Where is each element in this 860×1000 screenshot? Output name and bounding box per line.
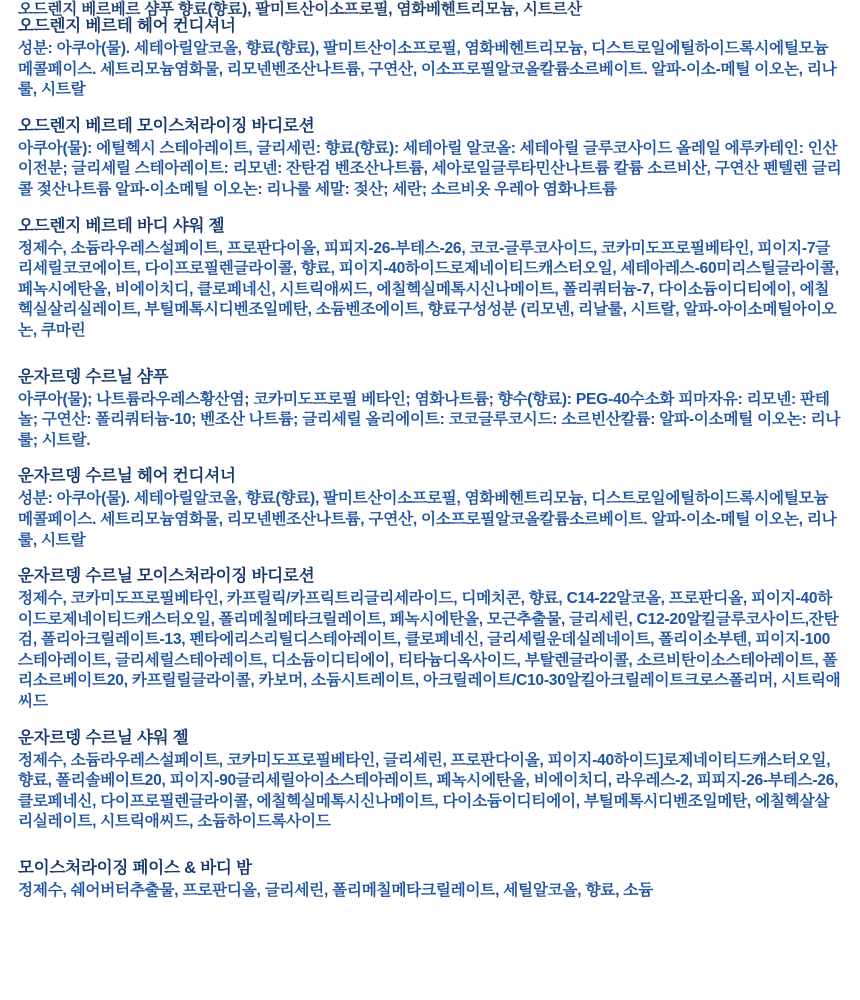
clipped-heading-text: 오드렌지 베르베르 샴푸 향료(향료), 팔미트산이소프로필, 염화베헨트리모늄, 시트르산 [18,1,582,18]
section-title: 운자르뎅 수르닐 모이스처라이징 바디로션 [18,567,315,586]
ingredient-section [18,215,842,342]
section-title: 모이스처라이징 페이스 & 바디 밤 [18,859,252,878]
ingredient-section [18,727,842,833]
ingredient-section [18,366,842,452]
section-title: 운자르뎅 수르닐 샴푸 [18,367,169,386]
section-body: 정제수, 쉐어버터추출물, 프로판디올, 글리세린, 폴리메칠메타크릴레이트, 세틸알코올, 향료, 소듐 [18,882,653,900]
section-body: 정제수, 소듐라우레스설페이트, 코카미도프로필베타인, 글리세린, 프로판다이올, 피이지-40하이드]로제네이티드캐스터오일, 향료, 폴리솔베이트20, 피이지-90글리세릴아이소스테아레이트, 페녹시에탄올, 비에이치디, 라우레스-2, 피피지-26-부테스-26, 클로페네신, 다이프로필렌글라이콜, 에칠헥실메톡시신나메이트, 다이소듐이디티에이, 부틸메톡시디벤조일메탄, 에칠헥살살리실레이트, 시트릭애씨드, 소듐하이드록사이드 [18,751,839,831]
section-body: 성분: 아쿠아(물). 세테아릴알코올, 향료(향료), 팔미트산이소프로필, 염화베헨트리모늄, 디스트로일에틸하이드록시에틸모늄메콜페이스. 세트리모늄염화물, 리모넨벤조산나트륨, 구연산, 이소프로필알코올칼륨소르베이트. 알파-이소-메틸 이오논, 리나룰, 시트랄 [18,40,837,99]
section-title: 운자르뎅 수르닐 샤워 젤 [18,728,189,747]
section-body: 성분: 아쿠아(물). 세테아릴알코올, 향료(향료), 팔미트산이소프로필, 염화베헨트리모늄, 디스트로일에틸하이드록시에틸모늄메콜페이스. 세트리모늄염화물, 리모넨벤조산나트륨, 구연산, 이소프로필알코올칼륨소르베이트. 알파-이소-메틸 이오논, 리나룰, 시트랄 [18,490,837,549]
section-body: 아쿠아(물): 에틸헥시 스테아레이트, 글리세린: 향료(향료): 세테아릴 알코올: 세테아릴 글루코사이드 올레일 에루카테인: 인산이전분; 글리세릴 스테아레이트: 리모넨: 잔탄검 벤조산나트륨, 세아로일글루타민산나트륨 칼륨 소르비산, 구연산 펜텔렌 글리콜 젖산나트륨 알파-이소메틸 이오논: 리나룰 세말: 젖산; 세란; 소르비옷 우레아 염화나트륨 [18,139,842,198]
section-title: 오드렌지 베르테 헤어 컨디셔너 [18,17,236,35]
section-body: 아쿠아(물); 나트륨라우레스황산염; 코카미도프로필 베타인; 염화나트륨; 향수(향료): PEG-40수소화 피마자유: 리모넨: 판테놀; 구연산: 폴리쿼터늄-10; 벤조산 나트륨; 글리세릴 올리에이트: 코코글루코시드: 소르빈산칼륨: 알파-이소메틸 이오논: 리나룰; 시트랄. [18,390,841,449]
section-gap [18,356,842,366]
ingredient-section [18,565,842,713]
section-title: 오드렌지 베르테 모이스처라이징 바디로션 [18,116,315,135]
ingredient-section [18,15,842,101]
section-body: 정제수, 코카미도프로필베타인, 카프릴릭/카프릭트리글리세라이드, 디메치콘, 향료, C14-22알코올, 프로판디올, 피이지-40하이드로제네이티드캐스터오일, 폴리메칠메타크릴레이트, 페녹시에탄올, 모근추출물, 글리세린, C12-20알킬글루코사이드,잔탄검, 폴리아크릴레이트-13, 펜타에리스리틸디스테아레이트, 클로페네신, 글리세릴운데실레네이트, 폴리이소부텐, 피이지-100스테아레이트, 글리세릴스테아레이트, 디소듐이디티에이, 티타늄디옥사이드, 부탈렌글라이콜, 소르비탄이소스테아레이트, 폴리소르베이트20, 카프릴릴글라이콜, 카보머, 소듐시트레이트, 아크릴레이트/C10-30알킬아크릴레이트크로스폴리머, 시트릭애씨드 [18,590,841,711]
ingredient-section [18,115,842,201]
ingredient-section [18,857,842,902]
section-gap [18,847,842,857]
section-title: 오드렌지 베르테 바디 샤워 젤 [18,216,225,235]
section-body: 정제수, 소듐라우레스설페이트, 프로판다이올, 피피지-26-부테스-26, 코코-글루코사이드, 코카미도프로필베타인, 피이지-7글리세릴코코에이트, 다이프로필렌글라이콜, 향료, 피이지-40하이드로제네이티드캐스터오일, 세테아레스-60미리스틸글라이콜, 페녹시에탄올, 비에이치디, 클로페네신, 시트릭애씨드, 에칠헥실메톡시신나메이트, 폴리쿼터늄-7, 다이소듐이디티에이, 에칠헥실살리실레이트, 부틸메톡시디벤조일메탄, 소듐벤조에이트, 향료구성성분 (리모넨, 리날룰, 시트랄, 알파-아이소메틸아이오논, 쿠마린 [18,239,839,339]
ingredient-section [18,465,842,551]
section-title: 운자르뎅 수르닐 헤어 컨디셔너 [18,467,236,486]
